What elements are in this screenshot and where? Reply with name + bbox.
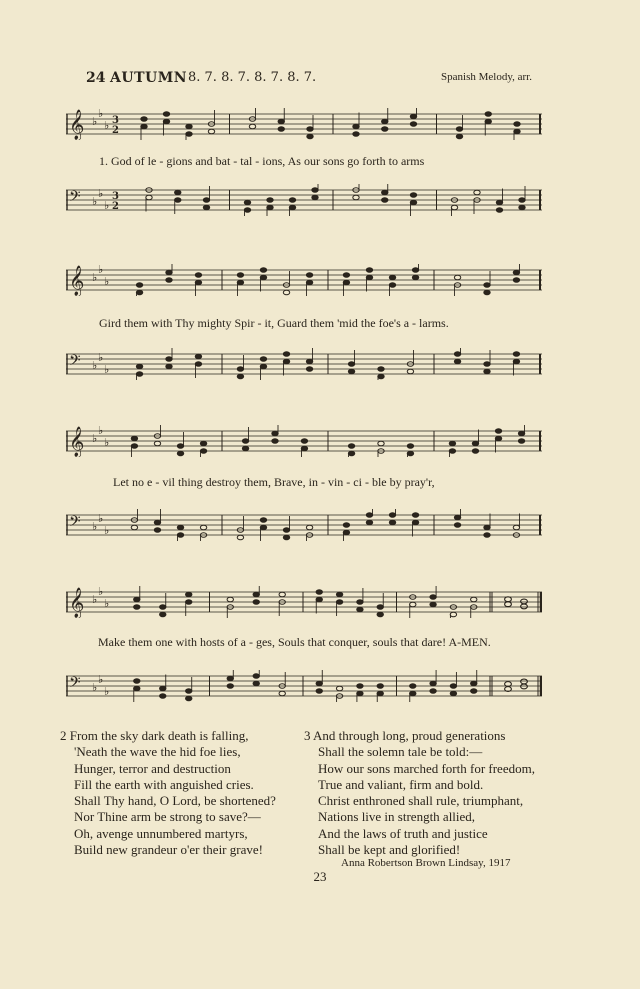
note-head — [227, 684, 233, 689]
note-head — [514, 129, 520, 134]
note-head — [289, 198, 295, 203]
note-head — [166, 364, 172, 369]
lyric-line-3: Let no e - vil thing destroy them, Brave, in - vin - ci - ble by pray'r, — [113, 475, 435, 489]
note-head — [227, 597, 233, 602]
note-head — [449, 449, 455, 454]
note-head — [278, 127, 284, 132]
verse-line: Christ enthroned shall rule, triumphant, — [318, 793, 524, 809]
verse-line: True and valiant, firm and bold. — [318, 776, 484, 792]
flat-icon: ♭ — [104, 597, 110, 610]
note-head — [353, 195, 359, 200]
note-head — [134, 605, 140, 610]
note-head — [451, 205, 457, 210]
note-head — [253, 681, 259, 686]
flat-icon: ♭ — [92, 593, 98, 606]
note-head — [378, 374, 384, 379]
note-head — [316, 681, 322, 686]
bass-staff-3 — [66, 509, 542, 541]
note-head — [195, 280, 201, 285]
note-head — [484, 369, 490, 374]
note-head — [485, 119, 491, 124]
note-head — [410, 684, 416, 689]
note-head — [454, 515, 460, 520]
note-head — [160, 694, 166, 699]
hymn-title: AUTUMN — [110, 70, 187, 86]
note-head — [154, 441, 160, 446]
note-head — [136, 290, 142, 295]
note-head — [283, 352, 289, 357]
lyric-line-4: Make them one with hosts of a - ges, Souls that conquer, souls that dare! A-MEN. — [98, 635, 491, 649]
verse-line: Shall the solemn tale be told:— — [318, 744, 483, 760]
note-head — [412, 520, 418, 525]
note-head — [177, 533, 183, 538]
flat-icon: ♭ — [92, 359, 98, 372]
note-head — [306, 280, 312, 285]
note-head — [366, 520, 372, 525]
note-head — [316, 689, 322, 694]
verse-2 — [60, 728, 276, 858]
note-head — [407, 369, 413, 374]
note-head — [377, 612, 383, 617]
note-head — [513, 359, 519, 364]
flat-icon: ♭ — [92, 115, 98, 128]
note-head — [410, 602, 416, 607]
note-head — [141, 117, 147, 122]
hymn-header — [86, 70, 532, 90]
note-head — [242, 439, 248, 444]
bass-clef-icon: 𝄢 — [69, 513, 81, 534]
note-head — [237, 535, 243, 540]
note-head — [521, 599, 528, 604]
note-head — [267, 205, 273, 210]
note-head — [175, 190, 181, 195]
bass-clef-icon: 𝄢 — [69, 674, 81, 695]
verse-line: Shall be kept and glorified! — [318, 842, 461, 858]
note-head — [495, 436, 501, 441]
bass-staff-1 — [66, 184, 542, 216]
note-head — [471, 689, 477, 694]
verse-line: Fill the earth with anguished cries. — [74, 776, 254, 792]
flat-icon: ♭ — [104, 275, 110, 288]
note-head — [353, 124, 359, 129]
note-head — [260, 364, 266, 369]
note-head — [200, 441, 206, 446]
verse-line: How our sons marched forth for freedom, — [318, 760, 535, 776]
flat-icon: ♭ — [104, 119, 110, 132]
flat-icon: ♭ — [98, 108, 104, 120]
note-head — [484, 525, 490, 530]
note-head — [378, 441, 384, 446]
verse-line: And the laws of truth and justice — [318, 825, 488, 841]
note-head — [186, 696, 192, 701]
note-head — [521, 604, 528, 609]
note-head — [348, 451, 354, 456]
note-head — [485, 112, 491, 117]
note-head — [195, 362, 201, 367]
treble-staff-2 — [66, 264, 542, 296]
note-head — [260, 518, 266, 523]
verse-line: Nations live in strength allied, — [318, 809, 476, 825]
flat-icon: ♭ — [98, 187, 104, 200]
note-head — [514, 122, 520, 127]
note-head — [389, 520, 395, 525]
note-head — [306, 367, 312, 372]
flat-icon: ♭ — [92, 432, 98, 445]
note-head — [348, 369, 354, 374]
note-head — [505, 602, 512, 607]
note-head — [200, 525, 206, 530]
note-head — [513, 525, 519, 530]
note-head — [166, 270, 172, 275]
note-head — [272, 439, 278, 444]
time-signature-bottom: 2 — [112, 125, 119, 136]
flat-icon: ♭ — [98, 512, 104, 525]
verse-line: Nor Thine arm be strong to save?— — [74, 809, 261, 825]
note-head — [160, 612, 166, 617]
note-head — [306, 273, 312, 278]
note-head — [336, 592, 342, 597]
flat-icon: ♭ — [98, 264, 104, 276]
note-head — [348, 444, 354, 449]
note-head — [353, 132, 359, 137]
flat-icon: ♭ — [104, 524, 110, 537]
bass-staff-2 — [66, 348, 542, 380]
note-head — [195, 273, 201, 278]
verse-line: Shall Thy hand, O Lord, be shortened? — [74, 793, 276, 809]
note-head — [513, 352, 519, 357]
note-head — [343, 273, 349, 278]
note-head — [430, 602, 436, 607]
note-head — [267, 198, 273, 203]
treble-staff-3 — [66, 425, 542, 457]
note-head — [136, 372, 142, 377]
note-head — [410, 114, 416, 119]
note-head — [336, 600, 342, 605]
note-head — [136, 364, 142, 369]
note-head — [283, 535, 289, 540]
note-head — [377, 691, 383, 696]
verse-line: 3 And through long, proud generations — [304, 728, 506, 743]
verse-line: Oh, avenge unnumbered martyrs, — [74, 825, 248, 841]
note-head — [283, 528, 289, 533]
note-head — [312, 188, 318, 193]
note-head — [307, 127, 313, 132]
flat-icon: ♭ — [98, 425, 104, 437]
flat-icon: ♭ — [98, 586, 104, 598]
treble-staff-4 — [66, 586, 542, 618]
note-head — [382, 119, 388, 124]
note-head — [175, 198, 181, 203]
note-head — [484, 290, 490, 295]
treble-clef-icon: 𝄞 — [69, 266, 85, 296]
note-head — [260, 525, 266, 530]
time-signature-bottom: 2 — [112, 201, 119, 212]
note-head — [186, 689, 192, 694]
note-head — [186, 592, 192, 597]
note-head — [237, 374, 243, 379]
flat-icon: ♭ — [104, 436, 110, 449]
note-head — [474, 190, 480, 195]
note-head — [357, 691, 363, 696]
note-head — [430, 681, 436, 686]
note-head — [244, 200, 250, 205]
note-head — [377, 684, 383, 689]
note-head — [134, 679, 140, 684]
verse-line: 'Neath the wave the hid foe lies, — [74, 744, 241, 760]
note-head — [343, 523, 349, 528]
note-head — [237, 367, 243, 372]
note-head — [336, 686, 342, 691]
note-head — [496, 208, 502, 213]
note-head — [378, 367, 384, 372]
hymn-meter: 8. 7. 8. 7. 8. 7. 8. 7. — [188, 70, 317, 85]
note-head — [186, 132, 192, 137]
note-head — [186, 124, 192, 129]
note-head — [454, 275, 460, 280]
note-head — [195, 354, 201, 359]
note-head — [177, 444, 183, 449]
page-number: 23 — [313, 869, 327, 884]
note-head — [357, 684, 363, 689]
note-head — [134, 686, 140, 691]
note-head — [495, 429, 501, 434]
time-signature-top: 3 — [112, 191, 119, 202]
note-head — [163, 119, 169, 124]
note-head — [357, 600, 363, 605]
note-head — [237, 280, 243, 285]
flat-icon: ♭ — [92, 681, 98, 694]
note-head — [131, 444, 137, 449]
note-head — [244, 208, 250, 213]
note-head — [131, 525, 137, 530]
lyric-line-1: 1. God of le - gions and bat - tal - ions, As our sons go forth to arms — [99, 154, 425, 168]
note-head — [407, 451, 413, 456]
note-head — [316, 590, 322, 595]
note-head — [272, 431, 278, 436]
note-head — [456, 127, 462, 132]
note-head — [242, 446, 248, 451]
flat-icon: ♭ — [104, 685, 110, 698]
note-head — [278, 119, 284, 124]
verse-3 — [304, 728, 535, 858]
treble-clef-icon: 𝄞 — [69, 110, 85, 140]
note-head — [307, 134, 313, 139]
verse-line: Hunger, terror and destruction — [74, 760, 231, 776]
note-head — [163, 112, 169, 117]
note-head — [131, 436, 137, 441]
note-head — [166, 357, 172, 362]
note-head — [382, 198, 388, 203]
flat-icon: ♭ — [92, 195, 98, 208]
note-head — [389, 275, 395, 280]
note-head — [166, 278, 172, 283]
note-head — [160, 686, 166, 691]
note-head — [146, 195, 152, 200]
flat-icon: ♭ — [92, 520, 98, 533]
note-head — [154, 520, 160, 525]
note-head — [471, 681, 477, 686]
note-head — [316, 597, 322, 602]
note-head — [154, 528, 160, 533]
note-head — [472, 441, 478, 446]
note-head — [343, 280, 349, 285]
note-head — [472, 449, 478, 454]
flat-icon: ♭ — [104, 363, 110, 376]
note-head — [484, 533, 490, 538]
note-head — [227, 676, 233, 681]
note-head — [412, 275, 418, 280]
note-head — [203, 198, 209, 203]
note-head — [412, 268, 418, 273]
note-head — [357, 607, 363, 612]
note-head — [382, 190, 388, 195]
note-head — [412, 513, 418, 518]
note-head — [306, 359, 312, 364]
note-head — [343, 530, 349, 535]
note-head — [260, 357, 266, 362]
verse-line: 2 From the sky dark death is falling, — [60, 728, 249, 743]
verse-line: Build new grandeur o'er their grave! — [74, 842, 263, 858]
note-head — [136, 283, 142, 288]
note-head — [450, 684, 456, 689]
note-head — [253, 592, 259, 597]
note-head — [450, 612, 456, 617]
note-head — [208, 129, 214, 134]
flat-icon: ♭ — [98, 673, 104, 686]
note-head — [289, 205, 295, 210]
note-head — [134, 597, 140, 602]
treble-clef-icon: 𝄞 — [69, 427, 85, 457]
note-head — [449, 441, 455, 446]
note-head — [312, 195, 318, 200]
note-head — [518, 439, 524, 444]
note-head — [521, 679, 528, 684]
note-head — [410, 122, 416, 127]
note-head — [430, 595, 436, 600]
note-head — [279, 592, 285, 597]
note-head — [141, 124, 147, 129]
note-head — [177, 451, 183, 456]
note-head — [177, 525, 183, 530]
note-head — [513, 270, 519, 275]
note-head — [260, 268, 266, 273]
note-head — [513, 278, 519, 283]
note-head — [366, 513, 372, 518]
lyric-line-2: Gird them with Thy mighty Spir - it, Guard them 'mid the foe's a - larms. — [99, 316, 449, 330]
note-head — [518, 431, 524, 436]
flat-icon: ♭ — [98, 351, 104, 364]
note-head — [200, 449, 206, 454]
flat-icon: ♭ — [92, 271, 98, 284]
note-head — [283, 359, 289, 364]
note-head — [366, 268, 372, 273]
tune-credit: Spanish Melody, arr. — [441, 71, 532, 83]
note-head — [496, 200, 502, 205]
bass-clef-icon: 𝄢 — [69, 352, 81, 373]
note-head — [382, 127, 388, 132]
author-credit: Anna Robertson Brown Lindsay, 1917 — [341, 857, 511, 869]
note-head — [454, 352, 460, 357]
note-head — [454, 359, 460, 364]
note-head — [186, 600, 192, 605]
note-head — [301, 439, 307, 444]
treble-staff-1 — [66, 108, 542, 140]
note-head — [253, 600, 259, 605]
note-head — [484, 283, 490, 288]
bass-clef-icon: 𝄢 — [69, 188, 81, 209]
note-head — [279, 691, 285, 696]
bass-staff-4 — [66, 670, 542, 702]
note-head — [160, 605, 166, 610]
note-head — [301, 446, 307, 451]
note-head — [456, 134, 462, 139]
flat-icon: ♭ — [104, 199, 110, 212]
note-head — [410, 193, 416, 198]
note-head — [505, 597, 512, 602]
note-head — [249, 124, 255, 129]
note-head — [410, 691, 416, 696]
note-head — [366, 275, 372, 280]
note-head — [253, 674, 259, 679]
note-head — [519, 205, 525, 210]
treble-clef-icon: 𝄞 — [69, 588, 85, 618]
hymn-number: 24 — [86, 70, 106, 86]
note-head — [203, 205, 209, 210]
note-head — [484, 362, 490, 367]
note-head — [430, 689, 436, 694]
note-head — [450, 691, 456, 696]
note-head — [283, 290, 289, 295]
note-head — [306, 525, 312, 530]
note-head — [410, 200, 416, 205]
note-head — [407, 444, 413, 449]
note-head — [471, 597, 477, 602]
note-head — [521, 684, 528, 689]
note-head — [260, 275, 266, 280]
note-head — [348, 362, 354, 367]
time-signature-top: 3 — [112, 115, 119, 126]
note-head — [519, 198, 525, 203]
note-head — [237, 273, 243, 278]
note-head — [389, 513, 395, 518]
note-head — [454, 523, 460, 528]
note-head — [389, 283, 395, 288]
note-head — [377, 605, 383, 610]
